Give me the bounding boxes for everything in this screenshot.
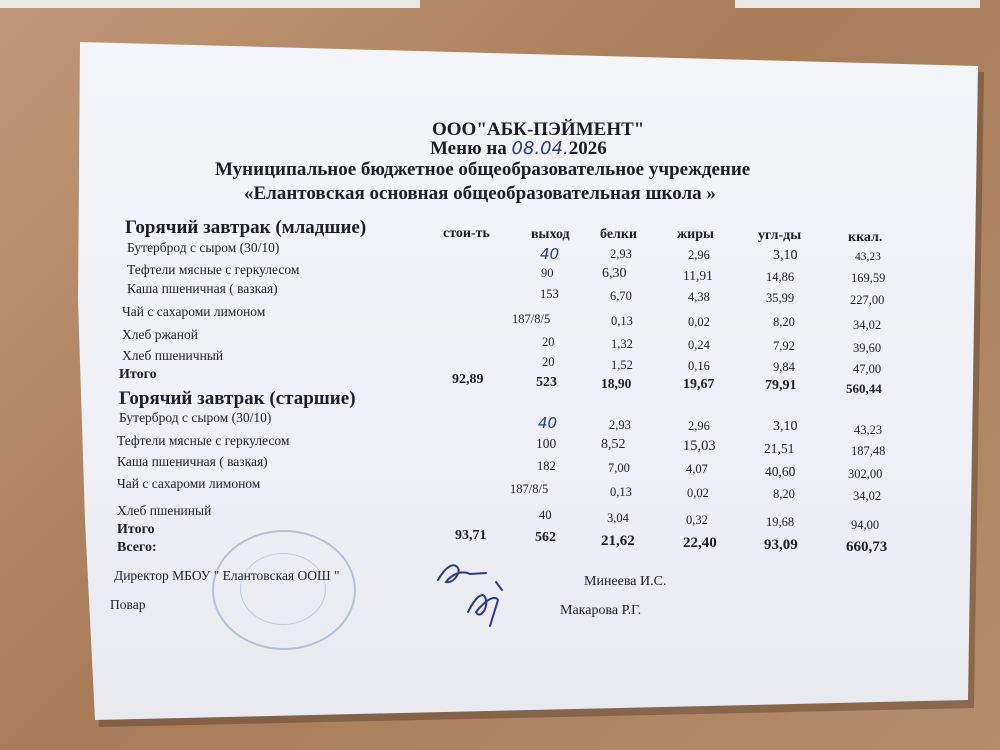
org-name: ООО"АБК-ПЭЙМЕНТ" xyxy=(432,119,645,140)
item-yield: 20 xyxy=(542,335,555,349)
menu-prefix: Меню на xyxy=(430,138,512,159)
item-yield: 40 xyxy=(539,508,552,522)
director-name: Минеева И.С. xyxy=(584,574,667,589)
item-kcal: 43,23 xyxy=(855,251,881,263)
item-fat: 0,16 xyxy=(688,359,710,373)
item-name: Тефтели мясные с геркулесом xyxy=(127,262,300,277)
total-fat: 22,40 xyxy=(683,535,717,551)
total-fat: 19,67 xyxy=(683,377,715,392)
item-kcal: 94,00 xyxy=(851,518,880,532)
item-protein: 7,00 xyxy=(608,461,630,475)
item-name: Бутерброд с сыром (30/10) xyxy=(127,240,280,255)
total-yield: 523 xyxy=(536,375,557,390)
item-protein: 0,13 xyxy=(610,485,632,499)
item-yield-handwritten: 40 xyxy=(538,414,558,432)
item-protein: 6,70 xyxy=(610,289,632,303)
total-yield: 562 xyxy=(535,530,556,545)
total-protein: 21,62 xyxy=(601,533,635,549)
total-kcal: 660,73 xyxy=(846,539,888,555)
item-fat: 0,02 xyxy=(688,315,710,329)
item-kcal: 187,48 xyxy=(851,444,886,458)
item-protein: 2,93 xyxy=(609,418,631,432)
item-fat: 4,07 xyxy=(686,462,708,476)
item-yield: 100 xyxy=(536,436,557,451)
item-name: Хлеб ржаной xyxy=(122,327,198,342)
total-kcal: 560,44 xyxy=(846,381,882,396)
cook-label: Повар xyxy=(110,597,146,612)
institution-line-1: Муниципальное бюджетное общеобразовательное учреждение xyxy=(215,159,751,180)
item-carbs: 9,84 xyxy=(773,360,795,374)
item-kcal: 39,60 xyxy=(853,341,882,355)
item-kcal: 34,02 xyxy=(853,318,882,332)
col-protein: белки xyxy=(600,227,638,242)
item-fat: 2,96 xyxy=(688,419,710,433)
item-fat: 15,03 xyxy=(683,438,716,454)
total-label: Итого xyxy=(119,367,157,382)
item-carbs: 7,92 xyxy=(773,339,795,353)
item-carbs: 21,51 xyxy=(764,441,795,456)
item-carbs: 3,10 xyxy=(773,248,798,263)
item-name: Хлеб пшениный xyxy=(117,503,212,518)
item-name: Чай с сахароми лимоном xyxy=(122,304,266,319)
handwritten-date: 08.04. xyxy=(511,138,569,159)
col-carbs: угл-ды xyxy=(758,228,802,243)
total-carbs: 93,09 xyxy=(764,537,798,553)
item-carbs: 3,10 xyxy=(773,419,798,434)
item-kcal: 302,00 xyxy=(848,467,883,481)
col-fat: жиры xyxy=(677,227,714,242)
item-carbs: 8,20 xyxy=(773,315,795,329)
item-carbs: 14,86 xyxy=(766,270,795,284)
item-kcal: 47,00 xyxy=(853,362,882,376)
item-fat: 0,24 xyxy=(688,338,710,352)
item-kcal: 227,00 xyxy=(850,293,885,307)
item-yield: 182 xyxy=(537,459,556,473)
item-name: Хлеб пшеничный xyxy=(122,348,224,363)
total-cost: 92,89 xyxy=(452,372,484,387)
item-yield: 153 xyxy=(540,287,559,301)
menu-year: 2026 xyxy=(568,138,607,159)
item-protein: 2,93 xyxy=(610,247,632,261)
col-yield: выход xyxy=(531,227,570,242)
total-label: Итого xyxy=(117,522,155,537)
item-name: Бутерброд с сыром (30/10) xyxy=(119,410,272,425)
total-cost: 93,71 xyxy=(455,528,487,543)
total-carbs: 79,91 xyxy=(765,378,797,393)
item-protein: 1,32 xyxy=(611,337,633,351)
item-protein: 0,13 xyxy=(611,314,633,328)
item-yield: 20 xyxy=(542,355,555,369)
total-protein: 18,90 xyxy=(601,376,632,391)
item-kcal: 169,59 xyxy=(851,271,886,285)
item-name: Тефтели мясные с геркулесом xyxy=(117,433,290,448)
senior-section-title: Горячий завтрак (старшие) xyxy=(119,388,356,409)
item-fat: 0,02 xyxy=(687,486,709,500)
item-kcal: 43,23 xyxy=(854,423,883,437)
item-fat: 11,91 xyxy=(683,268,713,283)
col-cost: стои-ть xyxy=(443,226,490,241)
item-yield: 90 xyxy=(541,266,554,280)
item-yield: 187/8/5 xyxy=(512,312,551,326)
item-carbs: 35,99 xyxy=(766,291,795,305)
item-yield: 187/8/5 xyxy=(510,482,549,496)
item-carbs: 40,60 xyxy=(765,464,796,479)
item-fat: 2,96 xyxy=(688,248,710,262)
item-kcal: 34,02 xyxy=(853,489,882,503)
item-yield-handwritten: 40 xyxy=(540,245,560,263)
item-protein: 8,52 xyxy=(601,437,626,452)
item-carbs: 19,68 xyxy=(766,515,795,529)
junior-section-title: Горячий завтрак (младшие) xyxy=(125,217,367,238)
item-name: Каша пшеничная ( вазкая) xyxy=(117,454,268,469)
institution-line-2: «Елантовская основная общеобразовательная школа » xyxy=(244,183,716,204)
item-protein: 6,30 xyxy=(602,266,627,281)
item-fat: 4,38 xyxy=(688,290,710,304)
item-name: Чай с сахароми лимоном xyxy=(117,476,261,491)
item-carbs: 8,20 xyxy=(773,487,795,501)
item-name: Каша пшеничная ( вазкая) xyxy=(127,281,278,296)
item-protein: 3,04 xyxy=(607,511,629,525)
cook-signature-mark xyxy=(468,582,502,626)
item-fat: 0,32 xyxy=(686,513,708,527)
grand-total-label: Всего: xyxy=(117,540,157,555)
director-signature-mark xyxy=(438,565,486,582)
director-label: Директор МБОУ " Елантовская ООШ " xyxy=(114,568,340,583)
cook-name: Макарова Р.Г. xyxy=(560,603,642,618)
item-protein: 1,52 xyxy=(611,358,633,372)
col-kcal: ккал. xyxy=(848,230,883,245)
